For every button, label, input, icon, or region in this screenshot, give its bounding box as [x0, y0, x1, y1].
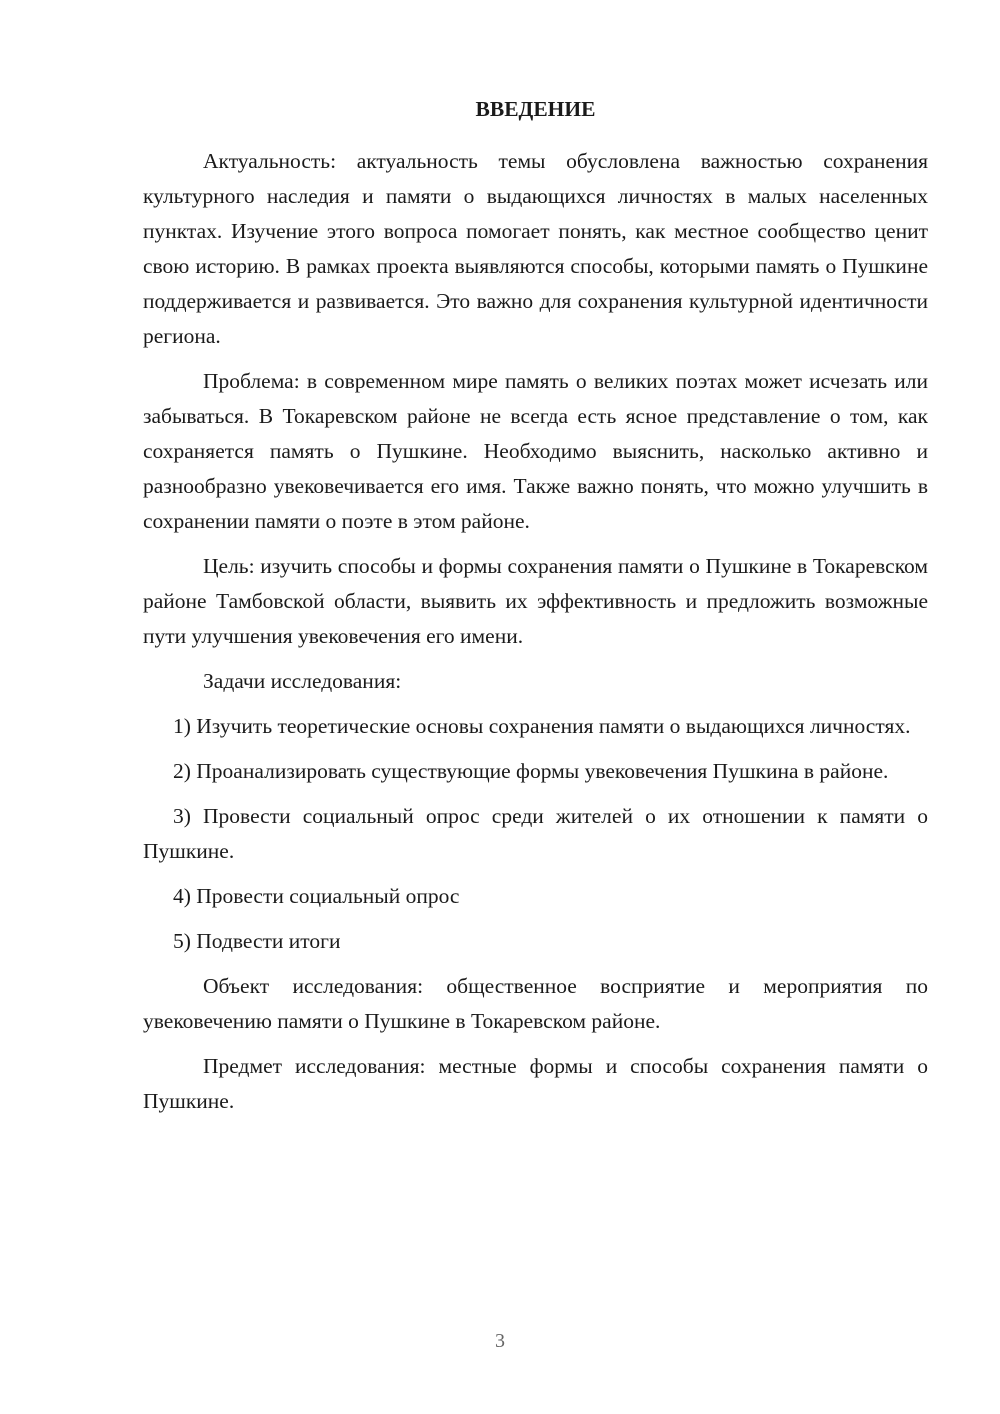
- page-title: ВВЕДЕНИЕ: [475, 97, 596, 121]
- task-item-2: 2) Проанализировать существующие формы увековечения Пушкина в районе.: [173, 759, 889, 783]
- task-item-5: 5) Подвести итоги: [173, 929, 341, 953]
- task-item-3: 3) Провести социальный опрос среди жителей о их отношении к памяти о Пушкине.: [143, 804, 928, 863]
- object-paragraph: Объект исследования: общественное восприятие и мероприятия по увековечению памяти о Пушкине в Токаревском районе.: [143, 974, 928, 1033]
- goal-paragraph: Цель: изучить способы и формы сохранения памяти о Пушкине в Токаревском районе Тамбовской области, выявить их эффективность и предложить возможные пути улучшения увековечения его имени.: [143, 554, 928, 648]
- page-number: 3: [495, 1330, 505, 1352]
- task-item-1: 1) Изучить теоретические основы сохранения памяти о выдающихся личностях.: [173, 714, 911, 738]
- problem-paragraph: Проблема: в современном мире память о великих поэтах может исчезать или забываться. В Токаревском районе не всегда есть ясное представление о том, как сохраняется память о Пушкине. Необходимо выяснить, насколько активно и разнообразно увековечивается его имя. Также важно понять, что можно улучшить в сохранении памяти о поэте в этом районе.: [143, 369, 928, 533]
- task-item-4: 4) Провести социальный опрос: [173, 884, 460, 908]
- subject-paragraph: Предмет исследования: местные формы и способы сохранения памяти о Пушкине.: [143, 1054, 928, 1113]
- tasks-heading: Задачи исследования:: [203, 669, 402, 693]
- document-body: [143, 144, 928, 1129]
- relevance-paragraph: Актуальность: актуальность темы обусловлена важностью сохранения культурного наследия и памяти о выдающихся личностях в малых населенных пунктах. Изучение этого вопроса помогает понять, как местное сообщество ценит свою историю. В рамках проекта выявляются способы, которыми память о Пушкине поддерживается и развивается. Это важно для сохранения культурной идентичности региона.: [143, 149, 928, 348]
